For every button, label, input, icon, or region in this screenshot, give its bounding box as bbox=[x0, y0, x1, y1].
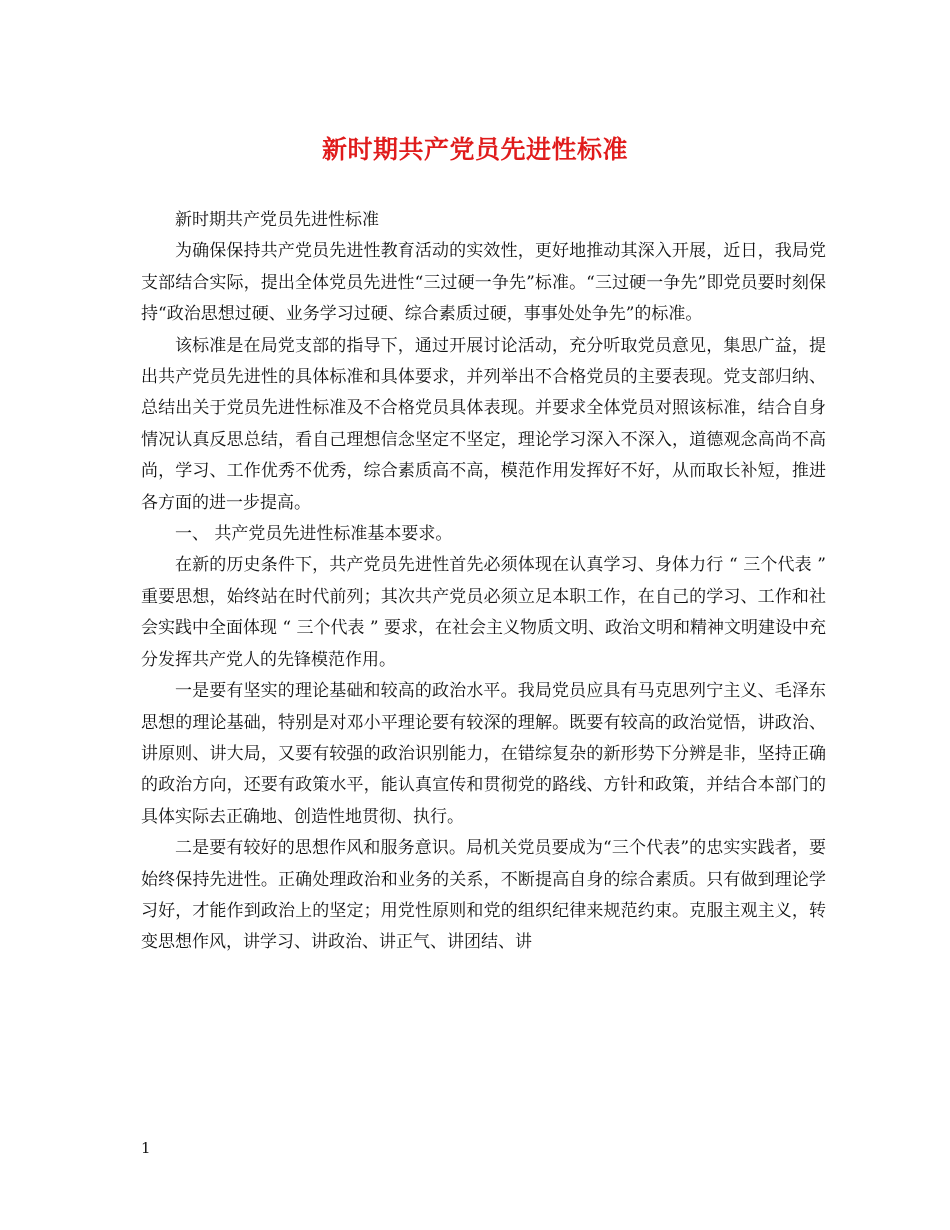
paragraph-point-one: 一是要有坚实的理论基础和较高的政治水平。我局党员应具有马克思列宁主义、毛泽东思想的理论基础，特别是对邓小平理论要有较深的理解。既要有较高的政治觉悟，讲政治、讲原则、讲大局，又要有较强的政治识别能力，在错综复杂的新形势下分辨是非，坚持正确的政治方向，还要有政策水平，能认真宣传和贯彻党的路线、方针和政策，并结合本部门的具体实际去正确地、创造性地贯彻、执行。 bbox=[141, 681, 826, 827]
paragraph-subtitle: 新时期共产党员先进性标准 bbox=[175, 210, 379, 230]
paragraph-point-two: 二是要有较好的思想作风和服务意识。局机关党员要成为“三个代表”的忠实实践者，要始终保持先进性。正确处理政治和业务的关系，不断提高自身的综合素质。只有做到理论学习好，才能作到政治上的坚定；用党性原则和党的组织纪律来规范约束。克服主观主义，转变思想作风，讲学习、讲政治、讲正气、讲团结、讲 bbox=[141, 838, 826, 953]
section-heading-basic-requirements: 一、 共产党员先进性标准基本要求。 bbox=[175, 524, 453, 545]
document-title: 新时期共产党员先进性标准 bbox=[321, 135, 628, 164]
paragraph-historical-conditions: 在新的历史条件下，共产党员先进性首先必须体现在认真学习、身体力行 “ 三个代表 ” 重要思想，始终站在时代前列；其次共产党员必须立足本职工作，在自己的学习、工作和社会实践中全面体现 “ 三个代表 ” 要求，在社会主义物质文明、政治文明和精神文明建设中充分发挥共产党人的先锋模范作用。 bbox=[141, 555, 826, 670]
paragraph-intro: 为确保保持共产党员先进性教育活动的实效性，更好地推动其深入开展，近日，我局党支部结合实际，提出全体党员先进性“三过硬一争先”标准。“三过硬一争先”即党员要时刻保持“政治思想过硬、业务学习过硬、综合素质过硬，事事处处争先”的标准。 bbox=[141, 241, 826, 325]
paragraph-standard-description: 该标准是在局党支部的指导下，通过开展讨论活动，充分听取党员意见，集思广益，提出共产党员先进性的具体标准和具体要求，并列举出不合格党员的主要表现。党支部归纳、总结出关于党员先进性标准及不合格党员具体表现。并要求全体党员对照该标准，结合自身情况认真反思总结，看自己理想信念坚定不坚定，理论学习深入不深入，道德观念高尚不高尚，学习、工作优秀不优秀，综合素质高不高，模范作用发挥好不好，从而取长补短，推进各方面的进一步提高。 bbox=[141, 335, 826, 513]
page-number: 1 bbox=[141, 1139, 151, 1157]
document-body bbox=[141, 205, 826, 959]
